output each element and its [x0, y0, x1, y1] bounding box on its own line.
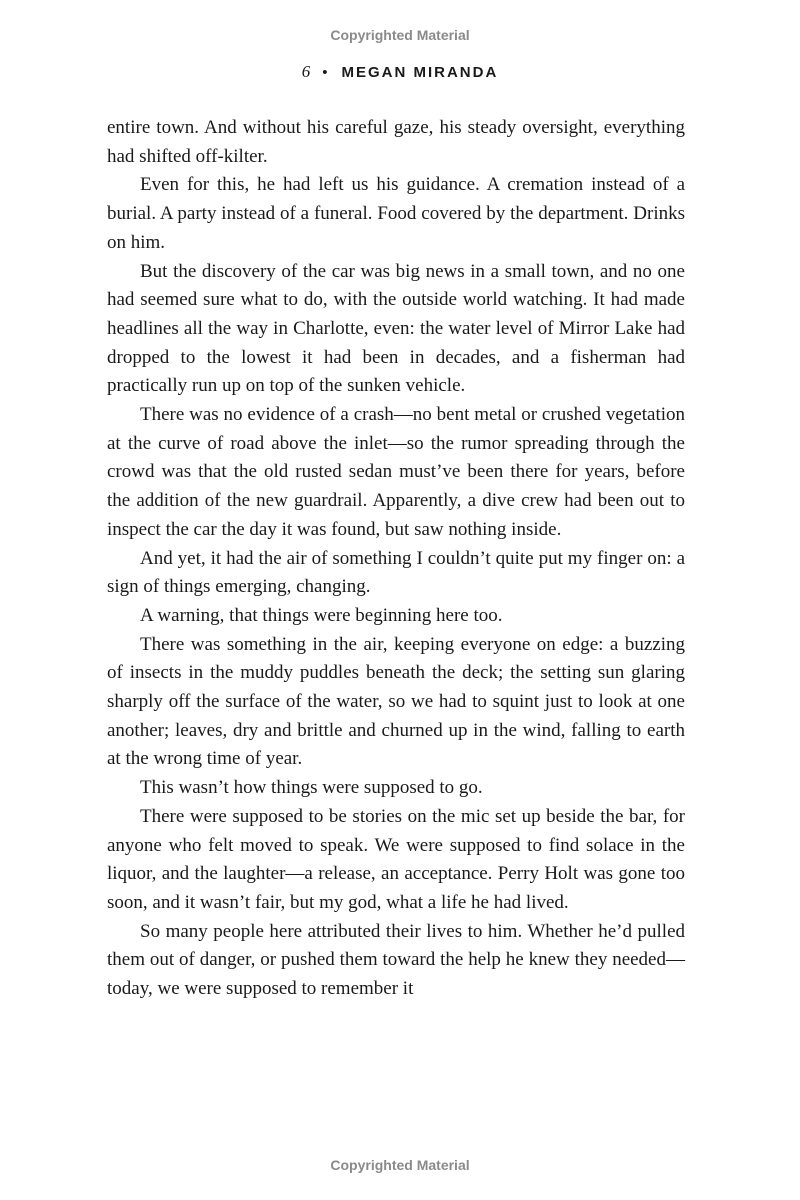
- body-text: [107, 114, 685, 1004]
- paragraph: Even for this, he had left us his guidance. A cremation instead of a burial. A party instead of a funeral. Food covered by the department. Drinks on him.: [107, 174, 685, 253]
- author-name: MEGAN MIRANDA: [341, 64, 499, 81]
- paragraph: This wasn’t how things were supposed to go.: [140, 777, 483, 799]
- paragraph: There was no evidence of a crash—no bent metal or crushed vegetation at the curve of road above the inlet—so the rumor spreading through the crowd was that the old rusted sedan must’ve been there for years, before the addition of the new guardrail. Apparently, a dive crew had been out to inspect the car the day it was found, but saw nothing inside.: [107, 404, 685, 540]
- paragraph: There were supposed to be stories on the mic set up beside the bar, for anyone who felt moved to speak. We were supposed to find solace in the liquor, and the laughter—a release, an acceptance. Perry Holt was gone too soon, and it wasn’t fair, but my god, what a life he had lived.: [107, 805, 685, 913]
- header-separator: •: [322, 64, 330, 81]
- copyright-watermark-top: Copyrighted Material: [330, 27, 470, 43]
- paragraph: So many people here attributed their lives to him. Whether he’d pulled them out of danger, or pushed them toward the help he knew they needed—today, we were supposed to remember it: [107, 920, 685, 1000]
- paragraph: A warning, that things were beginning here too.: [140, 604, 503, 626]
- paragraph: There was something in the air, keeping everyone on edge: a buzzing of insects in the muddy puddles beneath the deck; the setting sun glaring sharply off the surface of the water, so we had to squint just to look at one another; leaves, dry and brittle and churned up in the wind, falling to earth at the wrong time of year.: [107, 633, 685, 770]
- paragraph: And yet, it had the air of something I couldn’t quite put my finger on: a sign of things emerging, changing.: [107, 547, 685, 598]
- paragraph: entire town. And without his careful gaze, his steady oversight, everything had shifted off-kilter.: [107, 117, 685, 167]
- paragraph: But the discovery of the car was big news in a small town, and no one had seemed sure what to do, with the outside world watching. It had made headlines all the way in Charlotte, even: the water level of Mirror Lake had dropped to the lowest it had been in decades, and a fisherman had practically run up on top of the sunken vehicle.: [107, 260, 685, 397]
- copyright-watermark-bottom: Copyrighted Material: [330, 1157, 470, 1173]
- page-number: 6: [301, 62, 311, 81]
- running-header: [0, 62, 800, 82]
